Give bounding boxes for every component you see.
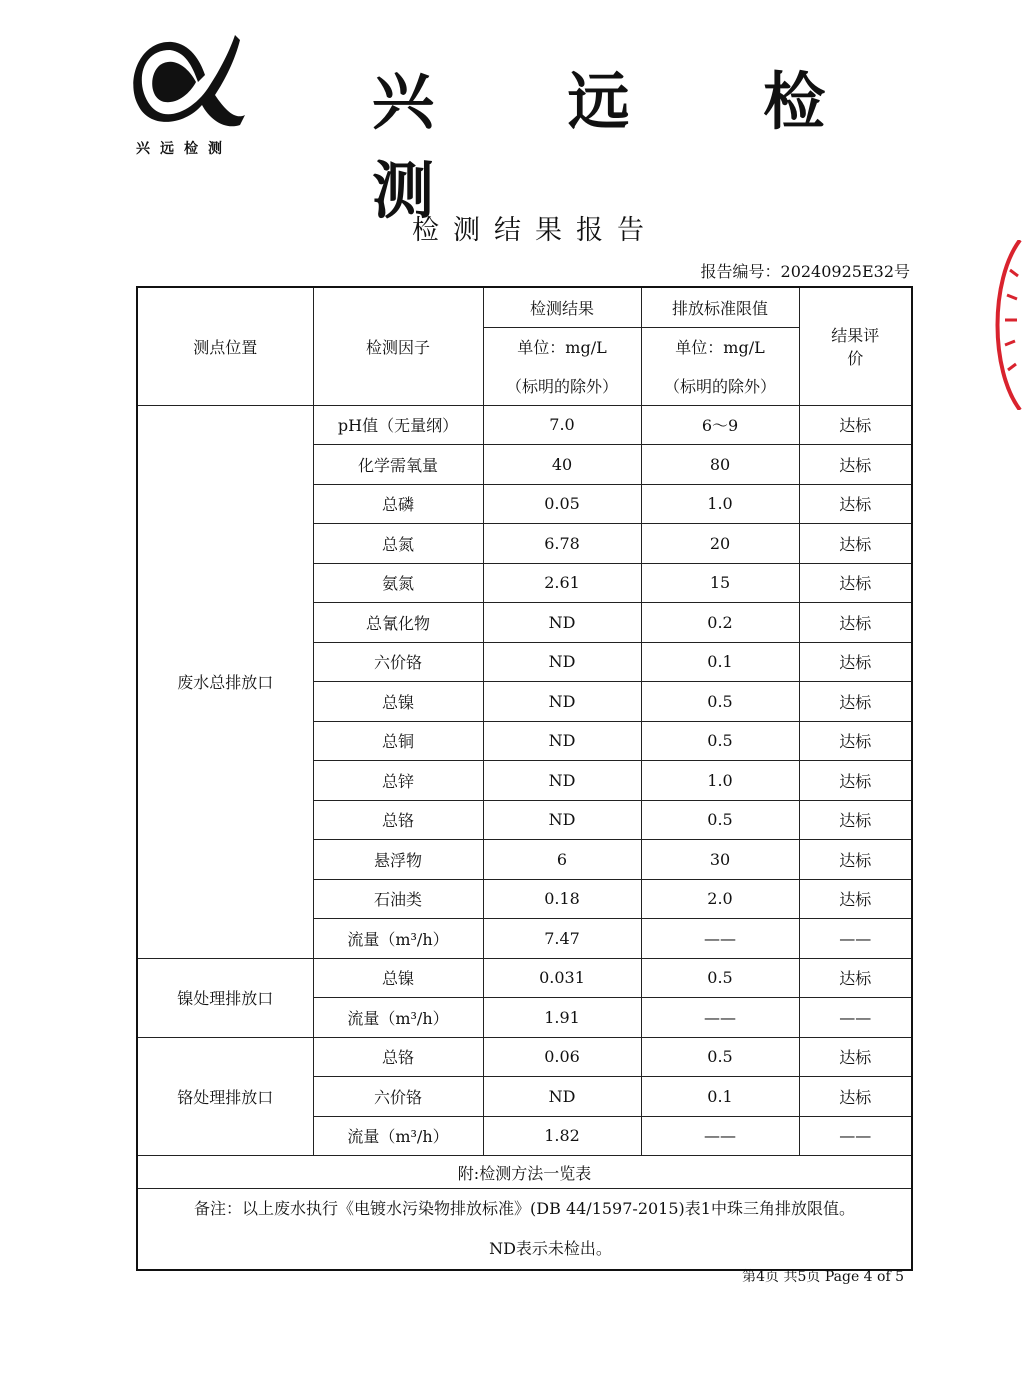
limit-cell: 0.1: [641, 642, 799, 682]
result-cell: 0.05: [483, 484, 641, 524]
evaluation-cell: 达标: [799, 405, 912, 445]
result-cell: ND: [483, 603, 641, 643]
result-cell: ND: [483, 682, 641, 722]
factor-cell: 总铬: [313, 1037, 483, 1077]
result-cell: ND: [483, 800, 641, 840]
result-cell: 0.18: [483, 879, 641, 919]
limit-cell: ——: [641, 1116, 799, 1156]
page-footer: 第4页 共5页 Page 4 of 5: [742, 1269, 904, 1285]
evaluation-cell: ——: [799, 1116, 912, 1156]
document-title: 检测结果报告: [412, 215, 658, 246]
factor-cell: 流量（m³/h）: [313, 1116, 483, 1156]
factor-cell: 总氮: [313, 524, 483, 564]
factor-cell: 悬浮物: [313, 840, 483, 880]
factor-cell: 化学需氧量: [313, 445, 483, 485]
factor-cell: 流量（m³/h）: [313, 919, 483, 959]
remarks: [137, 1189, 912, 1271]
limit-cell: 30: [641, 840, 799, 880]
evaluation-cell: 达标: [799, 721, 912, 761]
result-cell: 40: [483, 445, 641, 485]
header-limit-unit-note: （标明的除外）: [641, 366, 799, 405]
factor-cell: 总镍: [313, 682, 483, 722]
limit-cell: 0.5: [641, 1037, 799, 1077]
report-number: 报告编号：20240925E32号: [700, 262, 910, 281]
appendix-note: 附:检测方法一览表: [137, 1156, 912, 1189]
location-cell: 铬处理排放口: [137, 1037, 313, 1156]
header-result-unit-note: （标明的除外）: [483, 366, 641, 405]
factor-cell: 总磷: [313, 484, 483, 524]
company-logo-icon: [130, 30, 250, 130]
result-cell: 6: [483, 840, 641, 880]
limit-cell: 80: [641, 445, 799, 485]
factor-cell: 六价铬: [313, 1077, 483, 1117]
evaluation-cell: ——: [799, 919, 912, 959]
evaluation-cell: 达标: [799, 524, 912, 564]
logo-caption: 兴远检测: [136, 141, 232, 157]
location-cell: 镍处理排放口: [137, 958, 313, 1037]
header-evaluation: 结果评价: [799, 287, 912, 405]
evaluation-cell: 达标: [799, 800, 912, 840]
limit-cell: 0.2: [641, 603, 799, 643]
limit-cell: 6～9: [641, 405, 799, 445]
limit-cell: 20: [641, 524, 799, 564]
limit-cell: 0.1: [641, 1077, 799, 1117]
limit-cell: 0.5: [641, 721, 799, 761]
factor-cell: 六价铬: [313, 642, 483, 682]
limit-cell: ——: [641, 919, 799, 959]
result-cell: 2.61: [483, 563, 641, 603]
remark-line-1: 备注：以上废水执行《电镀水污染物排放标准》(DB 44/1597-2015)表1中珠三角排放限值。: [194, 1199, 855, 1218]
limit-cell: 2.0: [641, 879, 799, 919]
factor-cell: 总铬: [313, 800, 483, 840]
table-row: [137, 405, 912, 445]
factor-cell: 总锌: [313, 761, 483, 801]
remark-line-2: ND表示未检出。: [489, 1239, 612, 1258]
evaluation-cell: 达标: [799, 840, 912, 880]
limit-cell: 1.0: [641, 484, 799, 524]
header-result-unit: 单位：mg/L: [483, 327, 641, 366]
result-cell: 7.47: [483, 919, 641, 959]
factor-cell: 总镍: [313, 958, 483, 998]
header-limit: 排放标准限值: [641, 287, 799, 327]
brand-name: 兴 远 检 测: [372, 65, 882, 227]
limit-cell: 15: [641, 563, 799, 603]
result-cell: 6.78: [483, 524, 641, 564]
evaluation-cell: 达标: [799, 484, 912, 524]
header-factor: 检测因子: [313, 287, 483, 405]
header-location: 测点位置: [137, 287, 313, 405]
limit-cell: 0.5: [641, 958, 799, 998]
factor-cell: pH值（无量纲）: [313, 405, 483, 445]
result-cell: ND: [483, 1077, 641, 1117]
evaluation-cell: 达标: [799, 1037, 912, 1077]
limit-cell: ——: [641, 998, 799, 1038]
factor-cell: 流量（m³/h）: [313, 998, 483, 1038]
table-row: [137, 1037, 912, 1077]
factor-cell: 氨氮: [313, 563, 483, 603]
evaluation-cell: 达标: [799, 958, 912, 998]
limit-cell: 0.5: [641, 800, 799, 840]
evaluation-cell: 达标: [799, 642, 912, 682]
evaluation-cell: 达标: [799, 445, 912, 485]
result-cell: ND: [483, 721, 641, 761]
header-limit-unit: 单位：mg/L: [641, 327, 799, 366]
evaluation-cell: 达标: [799, 761, 912, 801]
limit-cell: 1.0: [641, 761, 799, 801]
evaluation-cell: 达标: [799, 1077, 912, 1117]
result-cell: 7.0: [483, 405, 641, 445]
result-cell: ND: [483, 761, 641, 801]
header-result: 检测结果: [483, 287, 641, 327]
evaluation-cell: 达标: [799, 682, 912, 722]
result-cell: 1.82: [483, 1116, 641, 1156]
evaluation-cell: ——: [799, 998, 912, 1038]
evaluation-cell: 达标: [799, 879, 912, 919]
evaluation-cell: 达标: [799, 603, 912, 643]
factor-cell: 总铜: [313, 721, 483, 761]
location-cell: 废水总排放口: [137, 405, 313, 958]
results-table: [136, 286, 913, 1271]
result-cell: 0.06: [483, 1037, 641, 1077]
limit-cell: 0.5: [641, 682, 799, 722]
result-cell: ND: [483, 642, 641, 682]
table-row: [137, 958, 912, 998]
result-cell: 0.031: [483, 958, 641, 998]
seal-stamp-icon: [975, 240, 1024, 410]
result-cell: 1.91: [483, 998, 641, 1038]
factor-cell: 石油类: [313, 879, 483, 919]
factor-cell: 总氰化物: [313, 603, 483, 643]
evaluation-cell: 达标: [799, 563, 912, 603]
